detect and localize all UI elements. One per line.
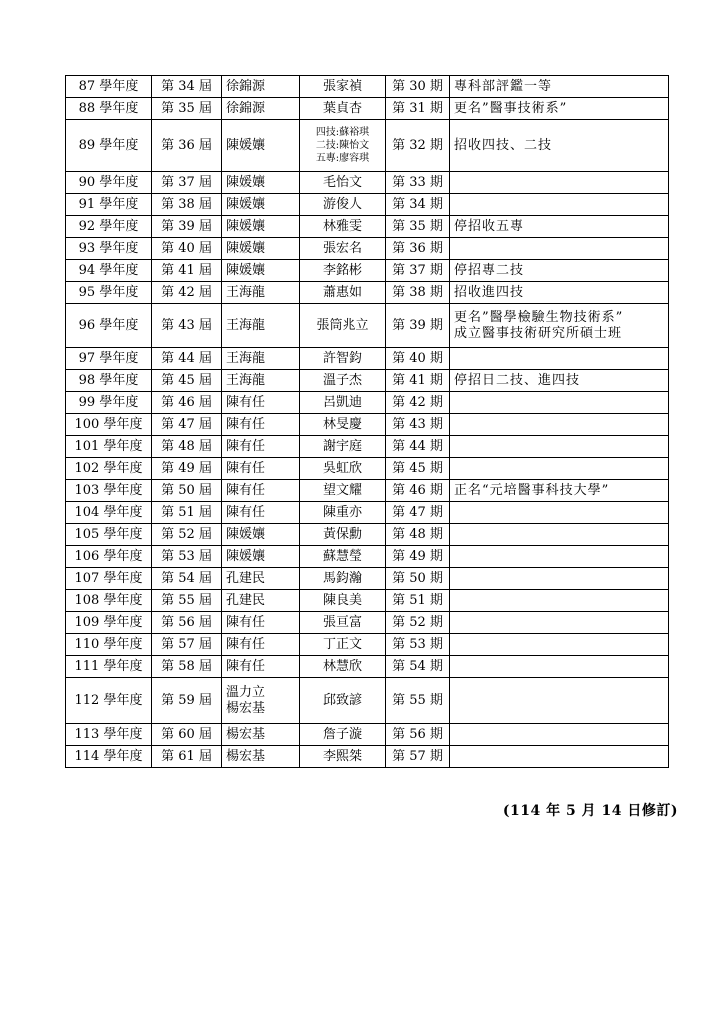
session-cell: 第 60 屆 xyxy=(152,724,222,746)
session-cell: 第 61 屆 xyxy=(152,746,222,768)
term-cell: 第 57 期 xyxy=(386,746,450,768)
chair-cell: 陳有任 xyxy=(222,392,300,414)
revision-note: (114 年 5 月 14 日修訂) xyxy=(502,803,678,819)
chair-cell: 陳媛孃 xyxy=(222,260,300,282)
table-row xyxy=(66,678,669,724)
remark-cell-line: 更名”醫學檢驗生物技術系” xyxy=(454,309,624,325)
term-cell: 第 48 期 xyxy=(386,524,450,546)
session-cell: 第 44 屆 xyxy=(152,348,222,370)
chair-cell: 徐錦源 xyxy=(222,98,300,120)
table-row xyxy=(66,348,669,370)
academic-year-cell: 108 學年度 xyxy=(66,590,152,612)
term-cell: 第 50 期 xyxy=(386,568,450,590)
chair-cell: 陳有任 xyxy=(222,458,300,480)
academic-year-cell: 96 學年度 xyxy=(66,304,152,348)
remark-cell xyxy=(450,634,669,656)
academic-year-cell: 106 學年度 xyxy=(66,546,152,568)
chair-cell: 王海龍 xyxy=(222,348,300,370)
president-cell: 許智鈞 xyxy=(300,348,386,370)
remark-cell xyxy=(450,392,669,414)
president-cell-line: 五專:廖容琪 xyxy=(315,153,370,164)
president-cell: 李熙桀 xyxy=(300,746,386,768)
session-cell: 第 57 屆 xyxy=(152,634,222,656)
academic-year-cell: 111 學年度 xyxy=(66,656,152,678)
remark-cell xyxy=(450,238,669,260)
table-row xyxy=(66,502,669,524)
term-cell: 第 44 期 xyxy=(386,436,450,458)
academic-year-cell: 93 學年度 xyxy=(66,238,152,260)
session-cell: 第 56 屆 xyxy=(152,612,222,634)
president-cell: 呂凱迪 xyxy=(300,392,386,414)
table-row xyxy=(66,120,669,172)
academic-year-cell: 88 學年度 xyxy=(66,98,152,120)
session-cell: 第 50 屆 xyxy=(152,480,222,502)
table-row xyxy=(66,414,669,436)
session-cell: 第 39 屆 xyxy=(152,216,222,238)
president-cell: 游俊人 xyxy=(300,194,386,216)
chair-cell: 孔建民 xyxy=(222,568,300,590)
chair-cell: 陳有任 xyxy=(222,436,300,458)
president-cell: 林旻慶 xyxy=(300,414,386,436)
table-row xyxy=(66,436,669,458)
history-table xyxy=(65,75,669,768)
chair-cell: 陳有任 xyxy=(222,414,300,436)
chair-cell: 陳有任 xyxy=(222,612,300,634)
remark-cell: 專科部評鑑一等 xyxy=(450,76,669,98)
chair-cell: 徐錦源 xyxy=(222,76,300,98)
remark-cell xyxy=(450,612,669,634)
remark-cell xyxy=(450,348,669,370)
remark-cell: 停招日二技、進四技 xyxy=(450,370,669,392)
session-cell: 第 51 屆 xyxy=(152,502,222,524)
academic-year-cell: 97 學年度 xyxy=(66,348,152,370)
remark-cell xyxy=(450,502,669,524)
remark-cell xyxy=(450,172,669,194)
table-row xyxy=(66,590,669,612)
table-row xyxy=(66,546,669,568)
table-row xyxy=(66,656,669,678)
chair-cell: 王海龍 xyxy=(222,282,300,304)
chair-cell: 楊宏基 xyxy=(222,724,300,746)
president-cell xyxy=(300,120,386,172)
term-cell: 第 49 期 xyxy=(386,546,450,568)
academic-year-cell: 105 學年度 xyxy=(66,524,152,546)
term-cell: 第 37 期 xyxy=(386,260,450,282)
table-row xyxy=(66,76,669,98)
president-cell: 吳虹欣 xyxy=(300,458,386,480)
chair-cell: 王海龍 xyxy=(222,304,300,348)
term-cell: 第 33 期 xyxy=(386,172,450,194)
term-cell: 第 39 期 xyxy=(386,304,450,348)
table-row xyxy=(66,370,669,392)
term-cell: 第 47 期 xyxy=(386,502,450,524)
academic-year-cell: 114 學年度 xyxy=(66,746,152,768)
session-cell: 第 36 屆 xyxy=(152,120,222,172)
table-row xyxy=(66,216,669,238)
president-cell: 毛怡文 xyxy=(300,172,386,194)
academic-year-cell: 89 學年度 xyxy=(66,120,152,172)
session-cell: 第 47 屆 xyxy=(152,414,222,436)
term-cell: 第 56 期 xyxy=(386,724,450,746)
academic-year-cell: 95 學年度 xyxy=(66,282,152,304)
academic-year-cell: 98 學年度 xyxy=(66,370,152,392)
session-cell: 第 40 屆 xyxy=(152,238,222,260)
chair-cell: 陳媛孃 xyxy=(222,120,300,172)
table-row xyxy=(66,746,669,768)
president-cell: 黃保勳 xyxy=(300,524,386,546)
remark-cell xyxy=(450,724,669,746)
president-cell: 邱致諺 xyxy=(300,678,386,724)
remark-cell: 停招收五專 xyxy=(450,216,669,238)
president-cell: 蕭惠如 xyxy=(300,282,386,304)
remark-cell-line: 成立醫事技術研究所碩士班 xyxy=(454,325,623,341)
chair-cell-line: 楊宏基 xyxy=(226,700,266,716)
term-cell: 第 34 期 xyxy=(386,194,450,216)
remark-cell: 正名“元培醫事科技大學” xyxy=(450,480,669,502)
term-cell: 第 35 期 xyxy=(386,216,450,238)
table-row xyxy=(66,634,669,656)
president-cell: 林慧欣 xyxy=(300,656,386,678)
chair-cell: 陳媛孃 xyxy=(222,194,300,216)
president-cell: 丁正文 xyxy=(300,634,386,656)
president-cell: 張筒兆立 xyxy=(300,304,386,348)
academic-year-cell: 109 學年度 xyxy=(66,612,152,634)
session-cell: 第 54 屆 xyxy=(152,568,222,590)
term-cell: 第 38 期 xyxy=(386,282,450,304)
table-row xyxy=(66,724,669,746)
president-cell: 溫子杰 xyxy=(300,370,386,392)
president-cell: 林雅雯 xyxy=(300,216,386,238)
table-row xyxy=(66,304,669,348)
term-cell: 第 36 期 xyxy=(386,238,450,260)
remark-cell xyxy=(450,568,669,590)
remark-cell xyxy=(450,458,669,480)
session-cell: 第 35 屆 xyxy=(152,98,222,120)
remark-cell xyxy=(450,414,669,436)
session-cell: 第 42 屆 xyxy=(152,282,222,304)
chair-cell: 陳媛孃 xyxy=(222,172,300,194)
session-cell: 第 52 屆 xyxy=(152,524,222,546)
remark-cell xyxy=(450,524,669,546)
table-row xyxy=(66,612,669,634)
academic-year-cell: 99 學年度 xyxy=(66,392,152,414)
president-cell: 馬鈞瀚 xyxy=(300,568,386,590)
chair-cell-line: 溫力立 xyxy=(226,684,266,700)
table-row xyxy=(66,480,669,502)
academic-year-cell: 91 學年度 xyxy=(66,194,152,216)
president-cell: 蘇慧瑩 xyxy=(300,546,386,568)
session-cell: 第 59 屆 xyxy=(152,678,222,724)
president-cell: 李銘彬 xyxy=(300,260,386,282)
chair-cell: 陳有任 xyxy=(222,502,300,524)
president-cell: 陳重亦 xyxy=(300,502,386,524)
chair-cell: 陳媛孃 xyxy=(222,238,300,260)
chair-cell xyxy=(222,678,300,724)
remark-cell xyxy=(450,678,669,724)
remark-cell xyxy=(450,746,669,768)
remark-cell xyxy=(450,590,669,612)
chair-cell: 陳有任 xyxy=(222,634,300,656)
academic-year-cell: 101 學年度 xyxy=(66,436,152,458)
term-cell: 第 32 期 xyxy=(386,120,450,172)
session-cell: 第 46 屆 xyxy=(152,392,222,414)
term-cell: 第 41 期 xyxy=(386,370,450,392)
academic-year-cell: 87 學年度 xyxy=(66,76,152,98)
session-cell: 第 49 屆 xyxy=(152,458,222,480)
president-cell-line: 四技:蘇裕琪 xyxy=(315,127,370,138)
remark-cell xyxy=(450,304,669,348)
term-cell: 第 31 期 xyxy=(386,98,450,120)
session-cell: 第 34 屆 xyxy=(152,76,222,98)
remark-cell xyxy=(450,546,669,568)
term-cell: 第 30 期 xyxy=(386,76,450,98)
term-cell: 第 55 期 xyxy=(386,678,450,724)
session-cell: 第 45 屆 xyxy=(152,370,222,392)
academic-year-cell: 94 學年度 xyxy=(66,260,152,282)
chair-cell: 陳媛孃 xyxy=(222,524,300,546)
president-cell: 張家禎 xyxy=(300,76,386,98)
academic-year-cell: 90 學年度 xyxy=(66,172,152,194)
term-cell: 第 45 期 xyxy=(386,458,450,480)
president-cell: 詹子漩 xyxy=(300,724,386,746)
remark-cell xyxy=(450,436,669,458)
academic-year-cell: 110 學年度 xyxy=(66,634,152,656)
table-row xyxy=(66,458,669,480)
table-row xyxy=(66,194,669,216)
academic-year-cell: 100 學年度 xyxy=(66,414,152,436)
table-row xyxy=(66,282,669,304)
term-cell: 第 53 期 xyxy=(386,634,450,656)
table-row xyxy=(66,568,669,590)
president-cell: 張宏名 xyxy=(300,238,386,260)
term-cell: 第 42 期 xyxy=(386,392,450,414)
academic-year-cell: 104 學年度 xyxy=(66,502,152,524)
session-cell: 第 38 屆 xyxy=(152,194,222,216)
remark-cell: 停招專二技 xyxy=(450,260,669,282)
president-cell: 謝宇庭 xyxy=(300,436,386,458)
table-row xyxy=(66,392,669,414)
term-cell: 第 43 期 xyxy=(386,414,450,436)
term-cell: 第 40 期 xyxy=(386,348,450,370)
remark-cell xyxy=(450,194,669,216)
academic-year-cell: 112 學年度 xyxy=(66,678,152,724)
chair-cell: 陳媛孃 xyxy=(222,216,300,238)
academic-year-cell: 92 學年度 xyxy=(66,216,152,238)
academic-year-cell: 103 學年度 xyxy=(66,480,152,502)
session-cell: 第 41 屆 xyxy=(152,260,222,282)
remark-cell: 更名”醫事技術系” xyxy=(450,98,669,120)
table-row xyxy=(66,98,669,120)
academic-year-cell: 113 學年度 xyxy=(66,724,152,746)
term-cell: 第 52 期 xyxy=(386,612,450,634)
table-row xyxy=(66,172,669,194)
president-cell: 陳良美 xyxy=(300,590,386,612)
term-cell: 第 54 期 xyxy=(386,656,450,678)
term-cell: 第 51 期 xyxy=(386,590,450,612)
chair-cell: 孔建民 xyxy=(222,590,300,612)
remark-cell: 招收進四技 xyxy=(450,282,669,304)
remark-cell xyxy=(450,656,669,678)
table-row xyxy=(66,524,669,546)
session-cell: 第 58 屆 xyxy=(152,656,222,678)
session-cell: 第 55 屆 xyxy=(152,590,222,612)
table-row xyxy=(66,260,669,282)
chair-cell: 楊宏基 xyxy=(222,746,300,768)
term-cell: 第 46 期 xyxy=(386,480,450,502)
president-cell: 張亘富 xyxy=(300,612,386,634)
chair-cell: 陳有任 xyxy=(222,656,300,678)
remark-cell: 招收四技、二技 xyxy=(450,120,669,172)
session-cell: 第 53 屆 xyxy=(152,546,222,568)
chair-cell: 陳媛孃 xyxy=(222,546,300,568)
table-row xyxy=(66,238,669,260)
president-cell: 葉貞杏 xyxy=(300,98,386,120)
academic-year-cell: 102 學年度 xyxy=(66,458,152,480)
session-cell: 第 43 屆 xyxy=(152,304,222,348)
president-cell-line: 二技:陳怡文 xyxy=(315,140,370,151)
session-cell: 第 48 屆 xyxy=(152,436,222,458)
academic-year-cell: 107 學年度 xyxy=(66,568,152,590)
chair-cell: 王海龍 xyxy=(222,370,300,392)
chair-cell: 陳有任 xyxy=(222,480,300,502)
session-cell: 第 37 屆 xyxy=(152,172,222,194)
president-cell: 望文耀 xyxy=(300,480,386,502)
history-table-body xyxy=(66,76,669,768)
